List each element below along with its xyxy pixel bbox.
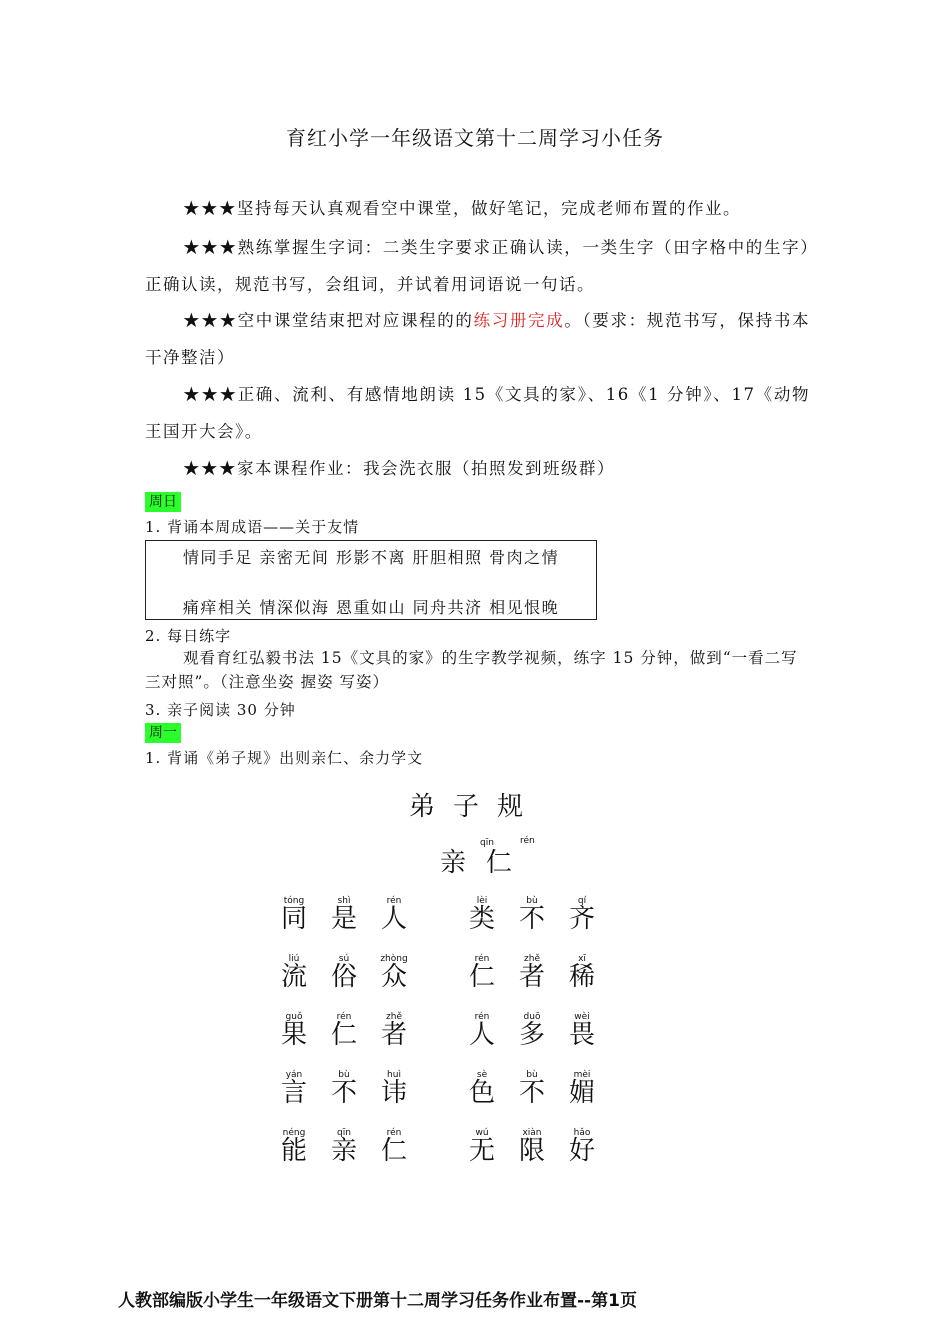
poem-hanzi: 俗	[330, 962, 357, 992]
poem-hanzi: 人	[468, 1020, 495, 1050]
page-title: 育红小学一年级语文第十二周学习小任务	[286, 126, 664, 150]
poem-char	[364, 954, 424, 992]
calligraphy-instructions	[145, 646, 810, 694]
task-text: ★★★熟练掌握生字词：二类生字要求正确认读，一类生字（田字格中的生字）正确认读，规范书写，会组词，并试着用词语说一句话。	[145, 238, 810, 294]
task-text: ★★★家本课程作业：我会洗衣服（拍照发到班级群）	[183, 459, 615, 478]
poem-pinyin: tóng	[283, 896, 305, 906]
poem-hanzi: 讳	[380, 1078, 407, 1108]
poem-hanzi: 仁	[468, 962, 495, 992]
poem-hanzi: 不	[518, 904, 545, 934]
poem-hanzi: 同	[280, 904, 307, 934]
sunday-item-idioms: 1. 背诵本周成语——关于友情	[145, 518, 360, 536]
poem-hanzi: 好	[568, 1136, 595, 1166]
task-watch-class	[145, 190, 810, 227]
poem-hanzi: 者	[518, 962, 545, 992]
poem-pinyin: bù	[526, 1070, 538, 1080]
poem-title: 弟子规	[408, 792, 541, 822]
monday-tag: 周一	[145, 723, 181, 743]
poem-pinyin: néng	[282, 1128, 306, 1138]
poem-pinyin: shì	[337, 896, 351, 906]
poem-pinyin: bù	[526, 896, 538, 906]
poem-char	[364, 896, 424, 934]
task-text: ★★★空中课堂结束把对应课程的的	[183, 311, 474, 330]
poem-pinyin: zhě	[524, 954, 540, 964]
poem-hanzi: 者	[380, 1020, 407, 1050]
poem-char	[552, 1070, 612, 1108]
poem-pinyin: xī	[578, 954, 586, 964]
poem-pinyin: mèi	[573, 1070, 591, 1080]
task-characters	[145, 229, 810, 303]
poem-pinyin: rén	[386, 896, 402, 906]
poem-hanzi: 无	[468, 1136, 495, 1166]
poem-hanzi: 是	[330, 904, 357, 934]
poem-pinyin: sè	[476, 1070, 488, 1080]
poem-hanzi: 色	[468, 1078, 495, 1108]
subtitle-pinyin-1: qīn	[480, 838, 494, 848]
idioms-row-1: 情同手足 亲密无间 形影不离 肝胆相照 骨肉之情	[182, 548, 560, 567]
poem-char	[364, 1012, 424, 1050]
poem-char	[552, 1012, 612, 1050]
poem-pinyin: xiàn	[522, 1128, 542, 1138]
poem-pinyin: hǎo	[573, 1128, 591, 1138]
idioms-box	[145, 540, 597, 620]
poem-hanzi: 果	[280, 1020, 307, 1050]
poem-pinyin: lèi	[476, 896, 488, 906]
subtitle-char-1: 亲	[440, 848, 467, 878]
poem-hanzi: 畏	[568, 1020, 595, 1050]
poem-pinyin: guǒ	[285, 1012, 303, 1022]
task-home-course	[145, 450, 810, 487]
poem-pinyin: qí	[577, 896, 587, 906]
task-text: ★★★正确、流利、有感情地朗读 15《文具的家》、16《1 分钟》、17《动物王国开大会》。	[145, 385, 810, 441]
monday-item-recite: 1. 背诵《弟子规》出则亲仁、余力学文	[145, 749, 424, 767]
poem-pinyin: duō	[523, 1012, 541, 1022]
calligraphy-text: 观看育红弘毅书法 15《文具的家》的生字教学视频，练字 15 分钟，做到“一看二写三对照”。（注意坐姿 握姿 写姿）	[145, 649, 798, 691]
poem-char	[552, 896, 612, 934]
poem-pinyin: liú	[288, 954, 300, 964]
poem-pinyin: rén	[474, 1012, 490, 1022]
sunday-item-reading: 3. 亲子阅读 30 分钟	[145, 701, 296, 719]
poem-char	[364, 1128, 424, 1166]
idioms-row-2: 痛痒相关 情深似海 恩重如山 同舟共济 相见恨晚	[182, 598, 560, 617]
poem-hanzi: 众	[380, 962, 407, 992]
poem-pinyin: wú	[475, 1128, 489, 1138]
task-text: 。（要求：规范书写，保持书本干净整洁）	[145, 311, 811, 367]
poem-hanzi: 言	[280, 1078, 307, 1108]
poem-subtitle	[440, 834, 540, 876]
poem-hanzi: 类	[468, 904, 495, 934]
poem-hanzi: 媚	[568, 1078, 595, 1108]
poem-hanzi: 仁	[330, 1020, 357, 1050]
task-workbook	[145, 302, 810, 376]
poem-pinyin: rén	[336, 1012, 352, 1022]
sunday-item-calligraphy: 2. 每日练字	[145, 627, 232, 645]
poem-pinyin: rén	[386, 1128, 402, 1138]
poem-pinyin: huì	[387, 1070, 401, 1080]
poem-hanzi: 仁	[380, 1136, 407, 1166]
poem-pinyin: qīn	[337, 1128, 351, 1138]
poem-hanzi: 能	[280, 1136, 307, 1166]
poem-pinyin: yán	[285, 1070, 303, 1080]
poem-pinyin: rén	[474, 954, 490, 964]
task-text: ★★★坚持每天认真观看空中课堂，做好笔记，完成老师布置的作业。	[183, 199, 741, 218]
poem-char	[552, 954, 612, 992]
poem-hanzi: 亲	[330, 1136, 357, 1166]
poem-hanzi: 不	[330, 1078, 357, 1108]
task-reading-aloud	[145, 376, 810, 450]
page-footer: 人教部编版小学生一年级语文下册第十二周学习任务作业布置--第1页	[118, 1291, 637, 1311]
subtitle-pinyin-2: rén	[520, 836, 535, 846]
subtitle-char-2: 仁	[486, 848, 513, 878]
poem-hanzi: 多	[518, 1020, 545, 1050]
poem-hanzi: 不	[518, 1078, 545, 1108]
workbook-highlight: 练习册完成	[473, 311, 565, 330]
poem-hanzi: 人	[380, 904, 407, 934]
sunday-tag: 周日	[145, 492, 181, 512]
poem-pinyin: wèi	[574, 1012, 590, 1022]
poem-char	[552, 1128, 612, 1166]
poem-pinyin: zhě	[386, 1012, 402, 1022]
poem-pinyin: zhòng	[380, 954, 408, 964]
poem-pinyin: sú	[338, 954, 350, 964]
poem-pinyin: bù	[338, 1070, 350, 1080]
poem-hanzi: 流	[280, 962, 307, 992]
poem-hanzi: 齐	[568, 904, 595, 934]
poem-char	[364, 1070, 424, 1108]
poem-hanzi: 稀	[568, 962, 595, 992]
poem-hanzi: 限	[518, 1136, 545, 1166]
